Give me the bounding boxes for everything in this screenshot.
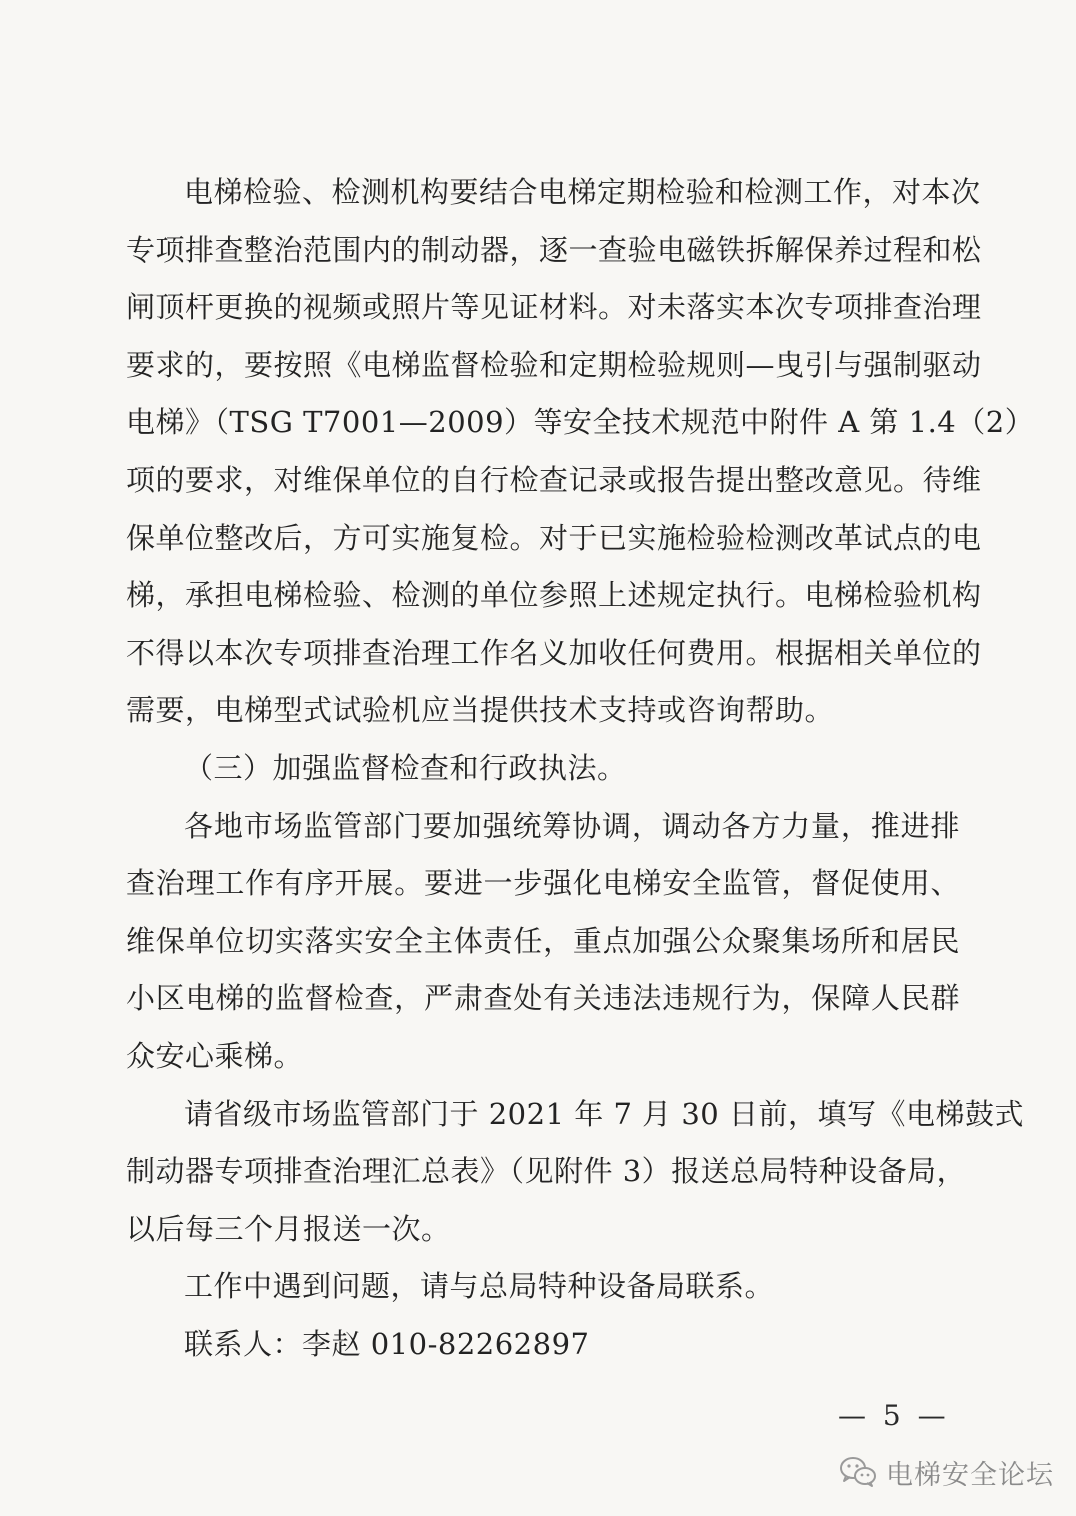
watermark: [838, 1452, 1054, 1492]
paragraph-line: 制动器专项排查治理汇总表》（见附件 3）报送总局特种设备局，: [126, 1154, 967, 1189]
paragraph-line: 维保单位切实落实安全主体责任，重点加强公众聚集场所和居民: [126, 923, 960, 958]
wechat-icon: [838, 1454, 878, 1490]
page-number: — 5 —: [838, 1399, 950, 1432]
paragraph-line: 电梯检验、检测机构要结合电梯定期检验和检测工作，对本次: [184, 175, 981, 209]
contact-line: 联系人：李赵 010-82262897: [184, 1326, 590, 1361]
paragraph-line: 不得以本次专项排查治理工作名义加收任何费用。根据相关单位的: [126, 635, 982, 670]
paragraph-line: 闸顶杆更换的视频或照片等见证材料。对未落实本次专项排查治理: [126, 290, 982, 325]
paragraph-line: 众安心乘梯。: [126, 1038, 304, 1073]
body-text: [126, 164, 1035, 1373]
paragraph-line: 专项排查整治范围内的制动器，逐一查验电磁铁拆解保养过程和松: [126, 232, 982, 267]
paragraph-line: 以后每三个月报送一次。: [126, 1211, 451, 1246]
section-heading: （三）加强监督检查和行政执法。: [184, 750, 627, 785]
paragraph-line: 要求的，要按照《电梯监督检验和定期检验规则—曳引与强制驱动: [126, 347, 982, 382]
paragraph-line: 梯，承担电梯检验、检测的单位参照上述规定执行。电梯检验机构: [126, 578, 982, 613]
paragraph-line: 电梯》（TSG T7001—2009）等安全技术规范中附件 A 第 1.4（2）: [126, 405, 1035, 440]
paragraph-line: 工作中遇到问题，请与总局特种设备局联系。: [184, 1269, 775, 1304]
paragraph-line: 需要，电梯型式试验机应当提供技术支持或咨询帮助。: [126, 693, 835, 728]
watermark-text: 电梯安全论坛: [886, 1459, 1054, 1491]
paragraph-line: 查治理工作有序开展。要进一步强化电梯安全监管，督促使用、: [126, 866, 960, 901]
paragraph-line: 小区电梯的监督检查，严肃查处有关违法违规行为，保障人民群: [126, 981, 960, 1016]
paragraph-line: 保单位整改后，方可实施复检。对于已实施检验检测改革试点的电: [126, 520, 982, 555]
paragraph-line: 请省级市场监管部门于 2021 年 7 月 30 日前，填写《电梯鼓式: [184, 1096, 1024, 1131]
paragraph-line: 各地市场监管部门要加强统筹协调，调动各方力量，推进排: [184, 808, 960, 843]
paragraph-line: 项的要求，对维保单位的自行检查记录或报告提出整改意见。待维: [126, 462, 982, 497]
